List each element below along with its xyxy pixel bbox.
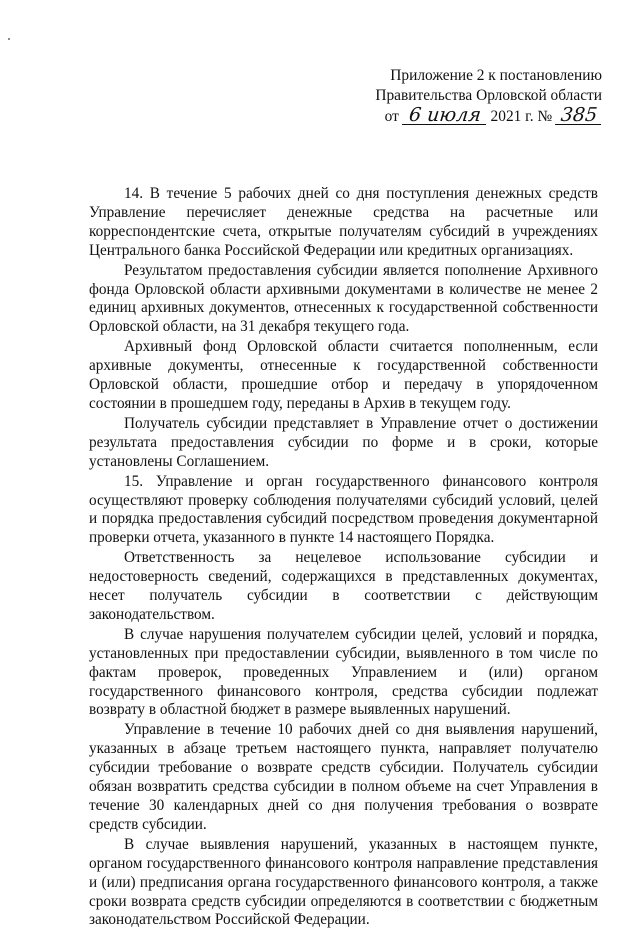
paragraph: В случае выявления нарушений, указанных в настоящем пункте, органом государственного финансового контроля направление представления и (или) предписания органа государственного финансового контроля, а также сроки возврата средств субсидии определяются в соответствии с бюджетным законодательством Российской Федерации. [89, 835, 598, 929]
handwritten-number: 385 [555, 106, 603, 125]
handwritten-date: 6 июля [402, 106, 488, 125]
header-year: 2021 г. № [490, 108, 553, 125]
header-line-2: Правительства Орловской области [375, 87, 602, 104]
paragraph: Ответственность за нецелевое использование субсидии и недостоверность сведений, содержащихся в представленных документах, несет получатель субсидии в соответствии с действующим законодательством. [89, 549, 598, 623]
header-prefix: от [384, 108, 399, 125]
paragraph: 14. В течение 5 рабочих дней со дня поступления денежных средств Управление перечисляет денежные средства на расчетные или корреспондентские счета, открытые получателям субсидий в учреждениях Центрального банка Российской Федерации или кредитных организациях. [89, 185, 598, 259]
paragraph: Архивный фонд Орловской области считается пополненным, если архивные документы, отнесенные к государственной собственности Орловской области, прошедшие отбор и передачу в упорядоченном состоянии в прошедшем году, переданы в Архив в текущем году. [89, 338, 598, 412]
header-line-1: Приложение 2 к постановлению [390, 67, 602, 84]
scan-speck [8, 38, 10, 40]
document-body [89, 185, 598, 931]
header-line-3 [352, 106, 602, 127]
paragraph: В случае нарушения получателем субсидии целей, условий и порядка, установленных при предоставлении субсидии, выявленного в том числе по фактам проверок, проведенных Управлением и (или) органом государственного финансового контроля, средства субсидии подлежат возврату в областной бюджет в размере выявленных нарушений. [89, 625, 598, 719]
paragraph: Получатель субсидии представляет в Управление отчет о достижении результата предоставления субсидии по форме и в сроки, которые установлены Соглашением. [89, 414, 598, 470]
paragraph: Результатом предоставления субсидии является пополнение Архивного фонда Орловской области архивными документами в количестве не менее 2 единиц архивных документов, отнесенных к государственной собственности Орловской области, на 31 декабря текущего года. [89, 261, 598, 336]
paragraph: Управление в течение 10 рабочих дней со дня выявления нарушений, указанных в абзаце третьем настоящего пункта, направляет получателю субсидии требование о возврате средств субсидии. Получатель субсидии обязан возвратить средства субсидии в полном объеме на счет Управления в течение 30 календарных дней со дня получения требования о возврате средств субсидии. [89, 721, 598, 833]
paragraph: 15. Управление и орган государственного финансового контроля осуществляют проверку соблюдения получателями субсидий условий, целей и порядка предоставления субсидий посредством проведения документарной проверки отчета, указанного в пункте 14 настоящего Порядка. [89, 472, 598, 547]
appendix-header [352, 66, 602, 127]
